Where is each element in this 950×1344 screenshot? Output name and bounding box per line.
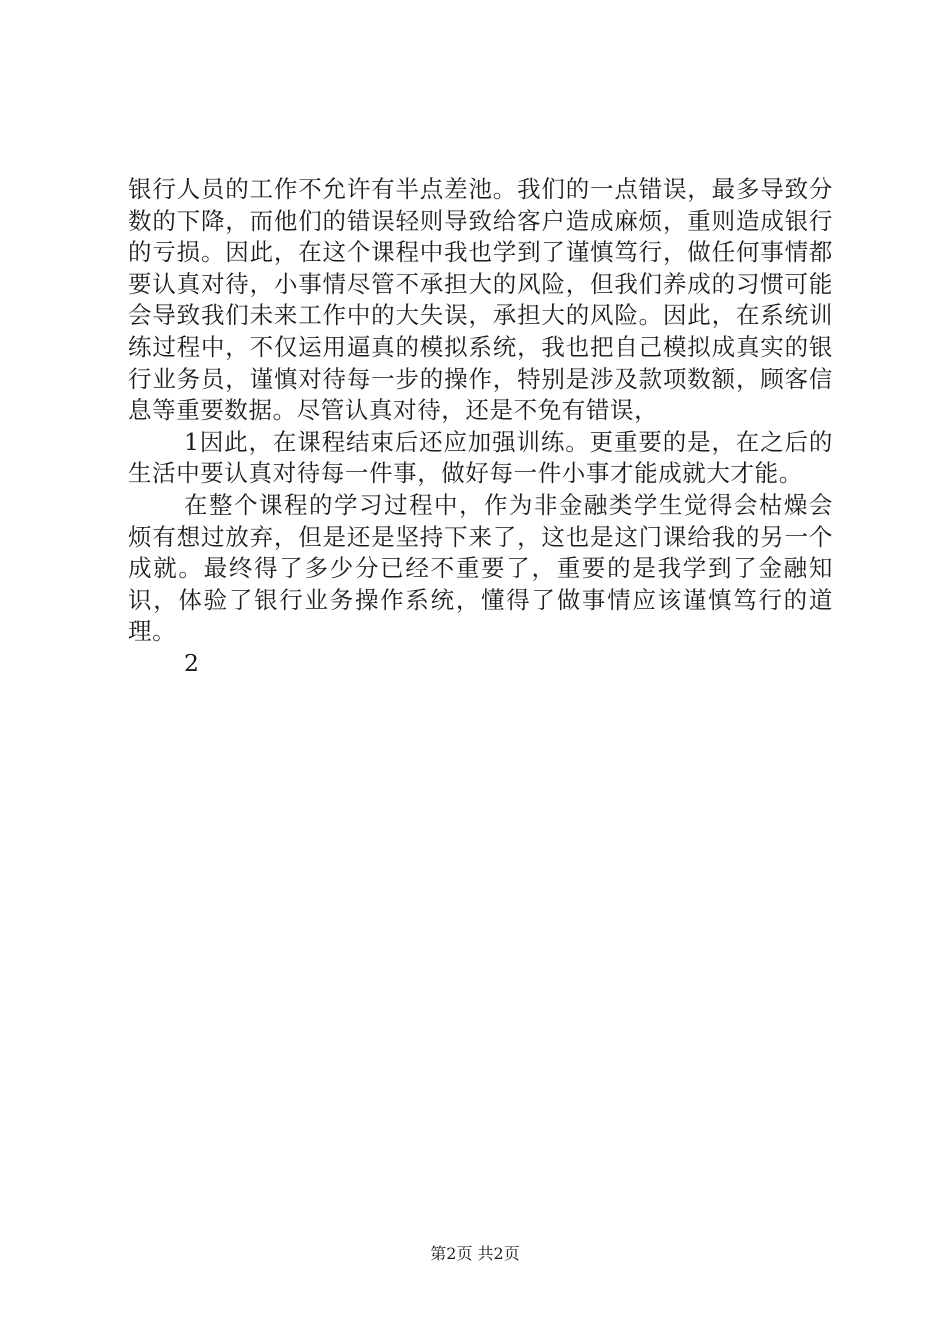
paragraph-1: 银行人员的工作不允许有半点差池。我们的一点错误，最多导致分数的下降，而他们的错误轻则导致给客户造成麻烦，重则造成银行的亏损。因此，在这个课程中我也学到了谨慎笃行，做任何事情都要认真对待，小事情尽管不承担大的风险，但我们养成的习惯可能会导致我们未来工作中的大失误，承担大的风险。因此，在系统训练过程中，不仅运用逼真的模拟系统，我也把自己模拟成真实的银行业务员，谨慎对待每一步的操作，特别是涉及款项数额，顾客信息等重要数据。尽管认真对待，还是不免有错误， <box>128 175 833 425</box>
paragraph-4: 2 <box>184 648 200 677</box>
page-footer <box>0 1244 950 1264</box>
page-number-label: 第2页 共2页 <box>430 1244 520 1263</box>
paragraph-3: 在整个课程的学习过程中，作为非金融类学生觉得会枯燥会烦有想过放弃，但是还是坚持下来了，这也是这门课给我的另一个成就。最终得了多少分已经不重要了，重要的是我学到了金融知识，体验了银行业务操作系统，懂得了做事情应该谨慎笃行的道理。 <box>128 490 833 646</box>
paragraph-2: 1因此，在课程结束后还应加强训练。更重要的是，在之后的生活中要认真对待每一件事，做好每一件小事才能成就大才能。 <box>128 427 833 488</box>
document-body <box>128 174 833 680</box>
